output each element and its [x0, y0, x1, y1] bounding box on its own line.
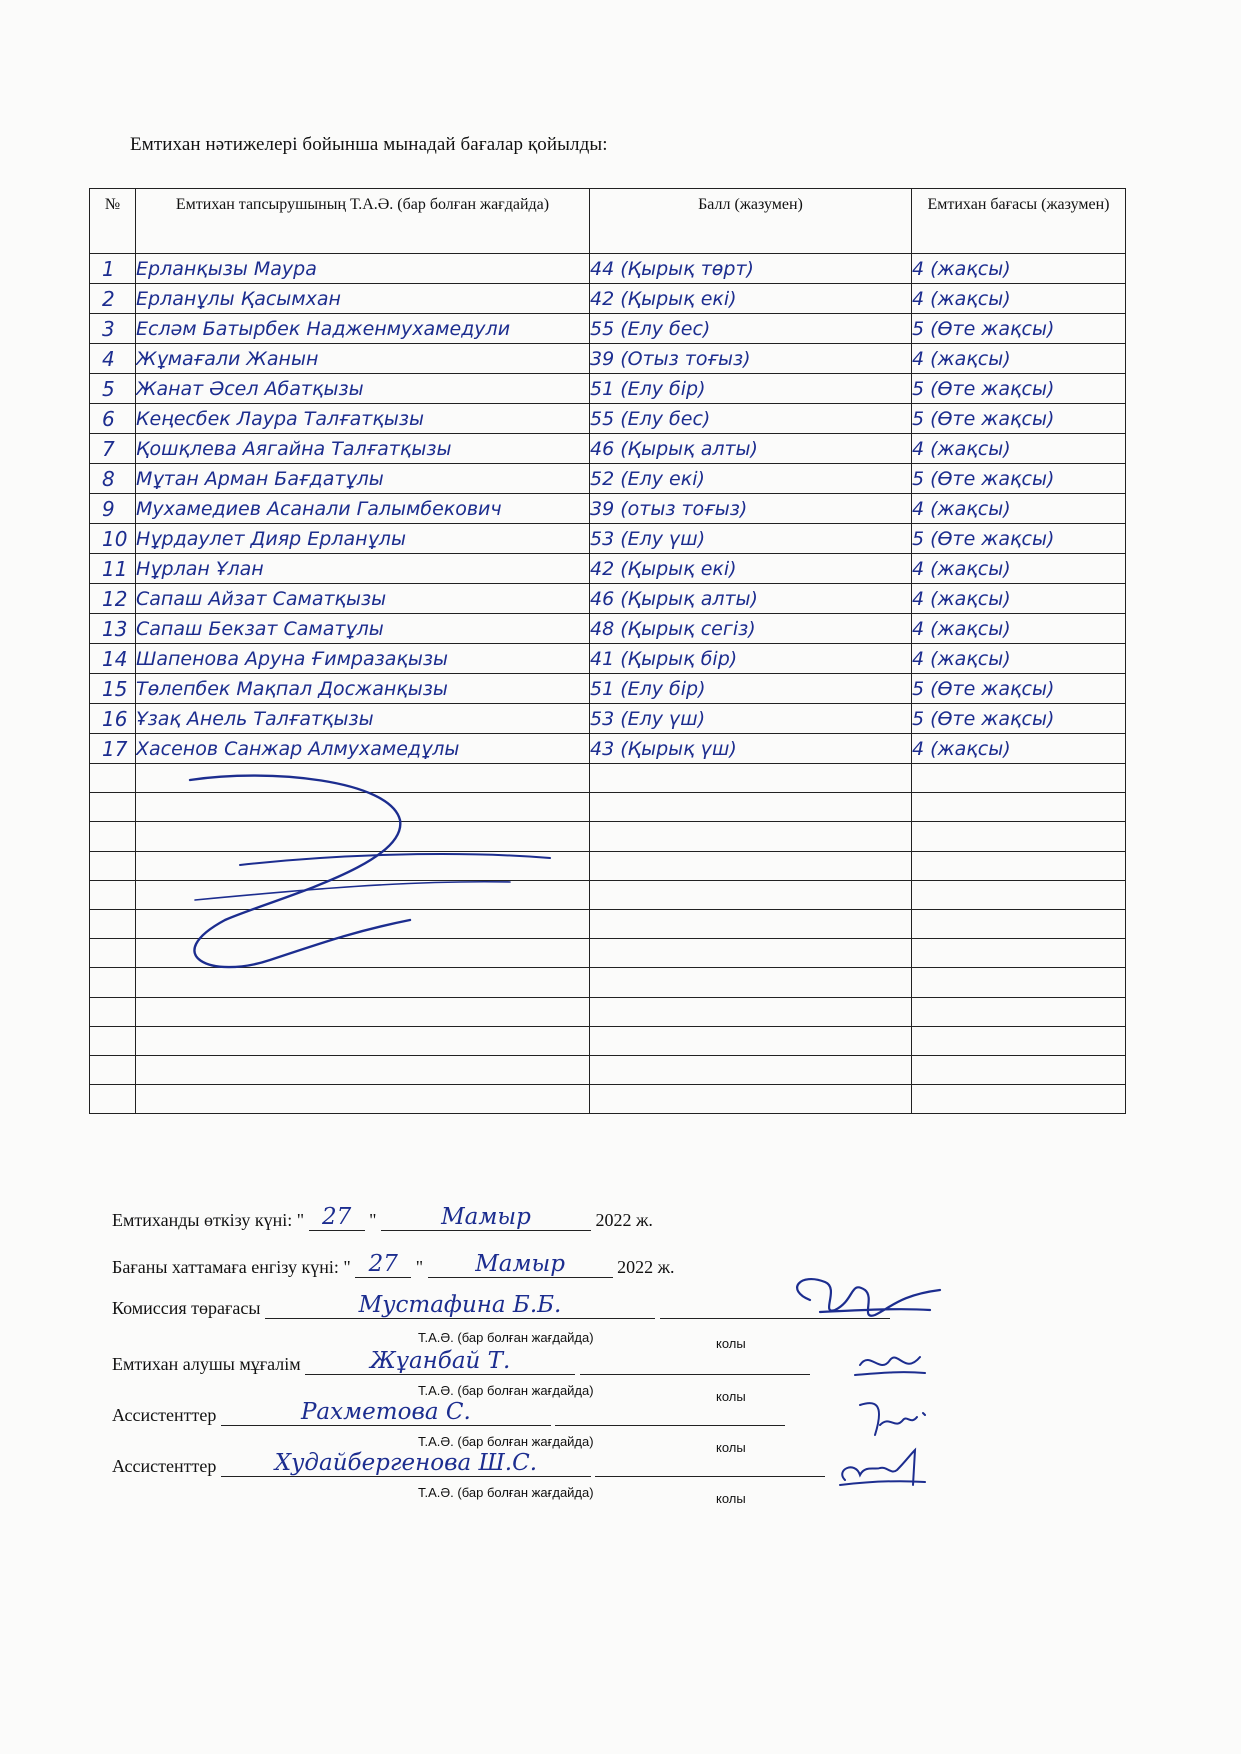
row-number: 13: [90, 614, 136, 644]
entry-month-field: Мамыр: [428, 1253, 613, 1278]
student-name: Жанат Әсел Абатқызы: [136, 374, 590, 404]
row-number: 4: [90, 344, 136, 374]
row-number: 10: [90, 524, 136, 554]
assistant2-line: [112, 1452, 825, 1477]
score-text: 48 (Қырық сегіз): [590, 614, 912, 644]
score-text: 46 (Қырық алты): [590, 584, 912, 614]
row-number: 11: [90, 554, 136, 584]
entry-date-label: Бағаны хаттамаға енгізу күні:: [112, 1257, 339, 1277]
grade-text: 5 (Өте жақсы): [912, 404, 1126, 434]
strike-through-scribble: [150, 770, 570, 990]
empty-cell: [912, 764, 1126, 793]
assistant1-sign-caption: колы: [716, 1440, 746, 1455]
student-name: Ұзақ Анель Талғатқызы: [136, 704, 590, 734]
row-number: 3: [90, 314, 136, 344]
table-header-row: [90, 189, 1126, 254]
assistant1-name-field: Рахметова С.: [221, 1401, 551, 1426]
row-number: 14: [90, 644, 136, 674]
assistant2-signature: [825, 1440, 935, 1495]
grade-text: 4 (жақсы): [912, 734, 1126, 764]
assistant1-line: [112, 1401, 785, 1426]
empty-cell: [912, 939, 1126, 968]
student-name: Кеңесбек Лаура Талғатқызы: [136, 404, 590, 434]
score-text: 39 (отыз тоғыз): [590, 494, 912, 524]
table-row: [90, 614, 1126, 644]
row-number: 16: [90, 704, 136, 734]
row-number: 1: [90, 254, 136, 284]
table-row: [90, 254, 1126, 284]
grade-text: 4 (жақсы): [912, 284, 1126, 314]
row-number: 7: [90, 434, 136, 464]
grade-text: 4 (жақсы): [912, 434, 1126, 464]
score-text: 51 (Елу бір): [590, 674, 912, 704]
entry-year: 2022 ж.: [617, 1257, 675, 1277]
empty-cell: [912, 909, 1126, 938]
score-text: 51 (Елу бір): [590, 374, 912, 404]
assistant1-label: Ассистенттер: [112, 1405, 217, 1425]
score-text: 42 (Қырық екі): [590, 284, 912, 314]
exam-date-line: Емтиханды өткізу күні: " 27 " Мамыр 2022 ж.: [112, 1204, 653, 1230]
grade-text: 5 (Өте жақсы): [912, 674, 1126, 704]
table-row: [90, 494, 1126, 524]
empty-cell: [90, 997, 136, 1026]
empty-cell: [90, 1085, 136, 1114]
grade-text: 5 (Өте жақсы): [912, 374, 1126, 404]
score-text: 44 (Қырық төрт): [590, 254, 912, 284]
assistant2-sign-caption: колы: [716, 1491, 746, 1506]
teacher-label: Емтихан алушы мұғалім: [112, 1354, 301, 1374]
empty-cell: [590, 1085, 912, 1114]
grade-text: 4 (жақсы): [912, 254, 1126, 284]
chair-name-field: Мустафина Б.Б.: [265, 1294, 655, 1319]
student-name: Ерланқызы Маура: [136, 254, 590, 284]
table-row: [90, 734, 1126, 764]
empty-cell: [136, 997, 590, 1026]
exam-day-field: 27: [309, 1206, 365, 1231]
grade-text: 4 (жақсы): [912, 614, 1126, 644]
teacher-name-field: Жұанбай Т.: [305, 1350, 575, 1375]
table-row: [90, 374, 1126, 404]
student-name: Ерланұлы Қасымхан: [136, 284, 590, 314]
empty-cell: [90, 793, 136, 822]
table-row: [90, 344, 1126, 374]
empty-cell: [912, 793, 1126, 822]
empty-row: [90, 997, 1126, 1026]
empty-cell: [90, 939, 136, 968]
chair-label: Комиссия төрағасы: [112, 1298, 261, 1318]
empty-cell: [912, 1026, 1126, 1055]
empty-cell: [90, 822, 136, 851]
empty-cell: [136, 1055, 590, 1084]
row-number: 12: [90, 584, 136, 614]
empty-cell: [590, 909, 912, 938]
score-text: 53 (Елу үш): [590, 704, 912, 734]
empty-row: [90, 1026, 1126, 1055]
table-row: [90, 464, 1126, 494]
header-num: №: [90, 189, 136, 254]
student-name: Есләм Батырбек Надженмухамедули: [136, 314, 590, 344]
grade-text: 4 (жақсы): [912, 644, 1126, 674]
empty-cell: [590, 793, 912, 822]
empty-cell: [136, 1026, 590, 1055]
empty-cell: [912, 1085, 1126, 1114]
teacher-fio-caption: Т.А.Ә. (бар болған жағдайда): [418, 1383, 594, 1398]
empty-cell: [912, 968, 1126, 997]
teacher-sign-caption: колы: [716, 1389, 746, 1404]
score-text: 55 (Елу бес): [590, 314, 912, 344]
assistant1-fio-caption: Т.А.Ә. (бар болған жағдайда): [418, 1434, 594, 1449]
empty-cell: [90, 1055, 136, 1084]
empty-cell: [590, 1026, 912, 1055]
assistant2-signature-field: [595, 1452, 825, 1477]
student-name: Сапаш Бекзат Саматұлы: [136, 614, 590, 644]
score-text: 53 (Елу үш): [590, 524, 912, 554]
student-name: Мухамедиев Асанали Галымбекович: [136, 494, 590, 524]
teacher-signature-field: [580, 1350, 810, 1375]
student-name: Хасенов Санжар Алмухамедұлы: [136, 734, 590, 764]
empty-row: [90, 1085, 1126, 1114]
student-name: Нұрдаулет Дияр Ерланұлы: [136, 524, 590, 554]
empty-cell: [590, 880, 912, 909]
empty-cell: [90, 880, 136, 909]
exam-month-field: Мамыр: [381, 1206, 591, 1231]
empty-cell: [90, 909, 136, 938]
empty-cell: [90, 1026, 136, 1055]
score-text: 46 (Қырық алты): [590, 434, 912, 464]
grade-text: 4 (жақсы): [912, 584, 1126, 614]
entry-date-line: Бағаны хаттамаға енгізу күні: " 27 " Мамыр 2022 ж.: [112, 1251, 675, 1277]
score-text: 43 (Қырық үш): [590, 734, 912, 764]
empty-cell: [590, 822, 912, 851]
row-number: 9: [90, 494, 136, 524]
empty-cell: [590, 851, 912, 880]
score-text: 52 (Елу екі): [590, 464, 912, 494]
chair-fio-caption: Т.А.Ә. (бар болған жағдайда): [418, 1330, 594, 1345]
row-number: 17: [90, 734, 136, 764]
table-row: [90, 524, 1126, 554]
empty-cell: [590, 968, 912, 997]
grade-text: 5 (Өте жақсы): [912, 314, 1126, 344]
table-row: [90, 284, 1126, 314]
row-number: 15: [90, 674, 136, 704]
empty-cell: [90, 851, 136, 880]
student-name: Мұтан Арман Бағдатұлы: [136, 464, 590, 494]
empty-cell: [590, 764, 912, 793]
student-name: Нұрлан Ұлан: [136, 554, 590, 584]
teacher-signature: [850, 1345, 930, 1390]
header-score: Балл (жазумен): [590, 189, 912, 254]
assistant1-signature-field: [555, 1401, 785, 1426]
intro-text: Емтихан нәтижелері бойынша мынадай бағалар қойылды:: [130, 134, 608, 155]
assistant2-label: Ассистенттер: [112, 1456, 217, 1476]
empty-row: [90, 1055, 1126, 1084]
row-number: 6: [90, 404, 136, 434]
empty-cell: [912, 880, 1126, 909]
grade-text: 5 (Өте жақсы): [912, 704, 1126, 734]
exam-date-label: Емтиханды өткізу күні:: [112, 1210, 293, 1230]
row-number: 8: [90, 464, 136, 494]
table-row: [90, 404, 1126, 434]
empty-cell: [912, 822, 1126, 851]
table-row: [90, 674, 1126, 704]
grade-text: 5 (Өте жақсы): [912, 524, 1126, 554]
empty-cell: [912, 1055, 1126, 1084]
assistant2-fio-caption: Т.А.Ә. (бар болған жағдайда): [418, 1485, 594, 1500]
score-text: 39 (Отыз тоғыз): [590, 344, 912, 374]
header-grade: Емтихан бағасы (жазумен): [912, 189, 1126, 254]
student-name: Қошқлева Аягайна Талғатқызы: [136, 434, 590, 464]
grade-text: 5 (Өте жақсы): [912, 464, 1126, 494]
table-row: [90, 314, 1126, 344]
score-text: 41 (Қырық бір): [590, 644, 912, 674]
grade-text: 4 (жақсы): [912, 494, 1126, 524]
empty-cell: [136, 1085, 590, 1114]
grade-text: 4 (жақсы): [912, 344, 1126, 374]
empty-cell: [590, 939, 912, 968]
header-name: Емтихан тапсырушының Т.А.Ә. (бар болған жағдайда): [136, 189, 590, 254]
empty-cell: [590, 997, 912, 1026]
exam-year: 2022 ж.: [595, 1210, 653, 1230]
score-text: 55 (Елу бес): [590, 404, 912, 434]
student-name: Жұмағали Жанын: [136, 344, 590, 374]
chair-line: [112, 1294, 890, 1319]
entry-day-field: 27: [355, 1253, 411, 1278]
empty-cell: [590, 1055, 912, 1084]
student-name: Сапаш Айзат Саматқызы: [136, 584, 590, 614]
table-row: [90, 434, 1126, 464]
empty-cell: [912, 851, 1126, 880]
assistant2-name-field: Худайбергенова Ш.С.: [221, 1452, 591, 1477]
table-row: [90, 704, 1126, 734]
table-row: [90, 644, 1126, 674]
empty-cell: [90, 764, 136, 793]
empty-cell: [912, 997, 1126, 1026]
grade-text: 4 (жақсы): [912, 554, 1126, 584]
assistant1-signature: [845, 1395, 935, 1445]
student-name: Шапенова Аруна Ғимразақызы: [136, 644, 590, 674]
row-number: 2: [90, 284, 136, 314]
student-name: Төлепбек Мақпал Досжанқызы: [136, 674, 590, 704]
table-row: [90, 584, 1126, 614]
score-text: 42 (Қырық екі): [590, 554, 912, 584]
chair-sign-caption: колы: [716, 1336, 746, 1351]
row-number: 5: [90, 374, 136, 404]
chair-signature: [780, 1270, 950, 1330]
teacher-line: [112, 1350, 810, 1375]
table-row: [90, 554, 1126, 584]
empty-cell: [90, 968, 136, 997]
